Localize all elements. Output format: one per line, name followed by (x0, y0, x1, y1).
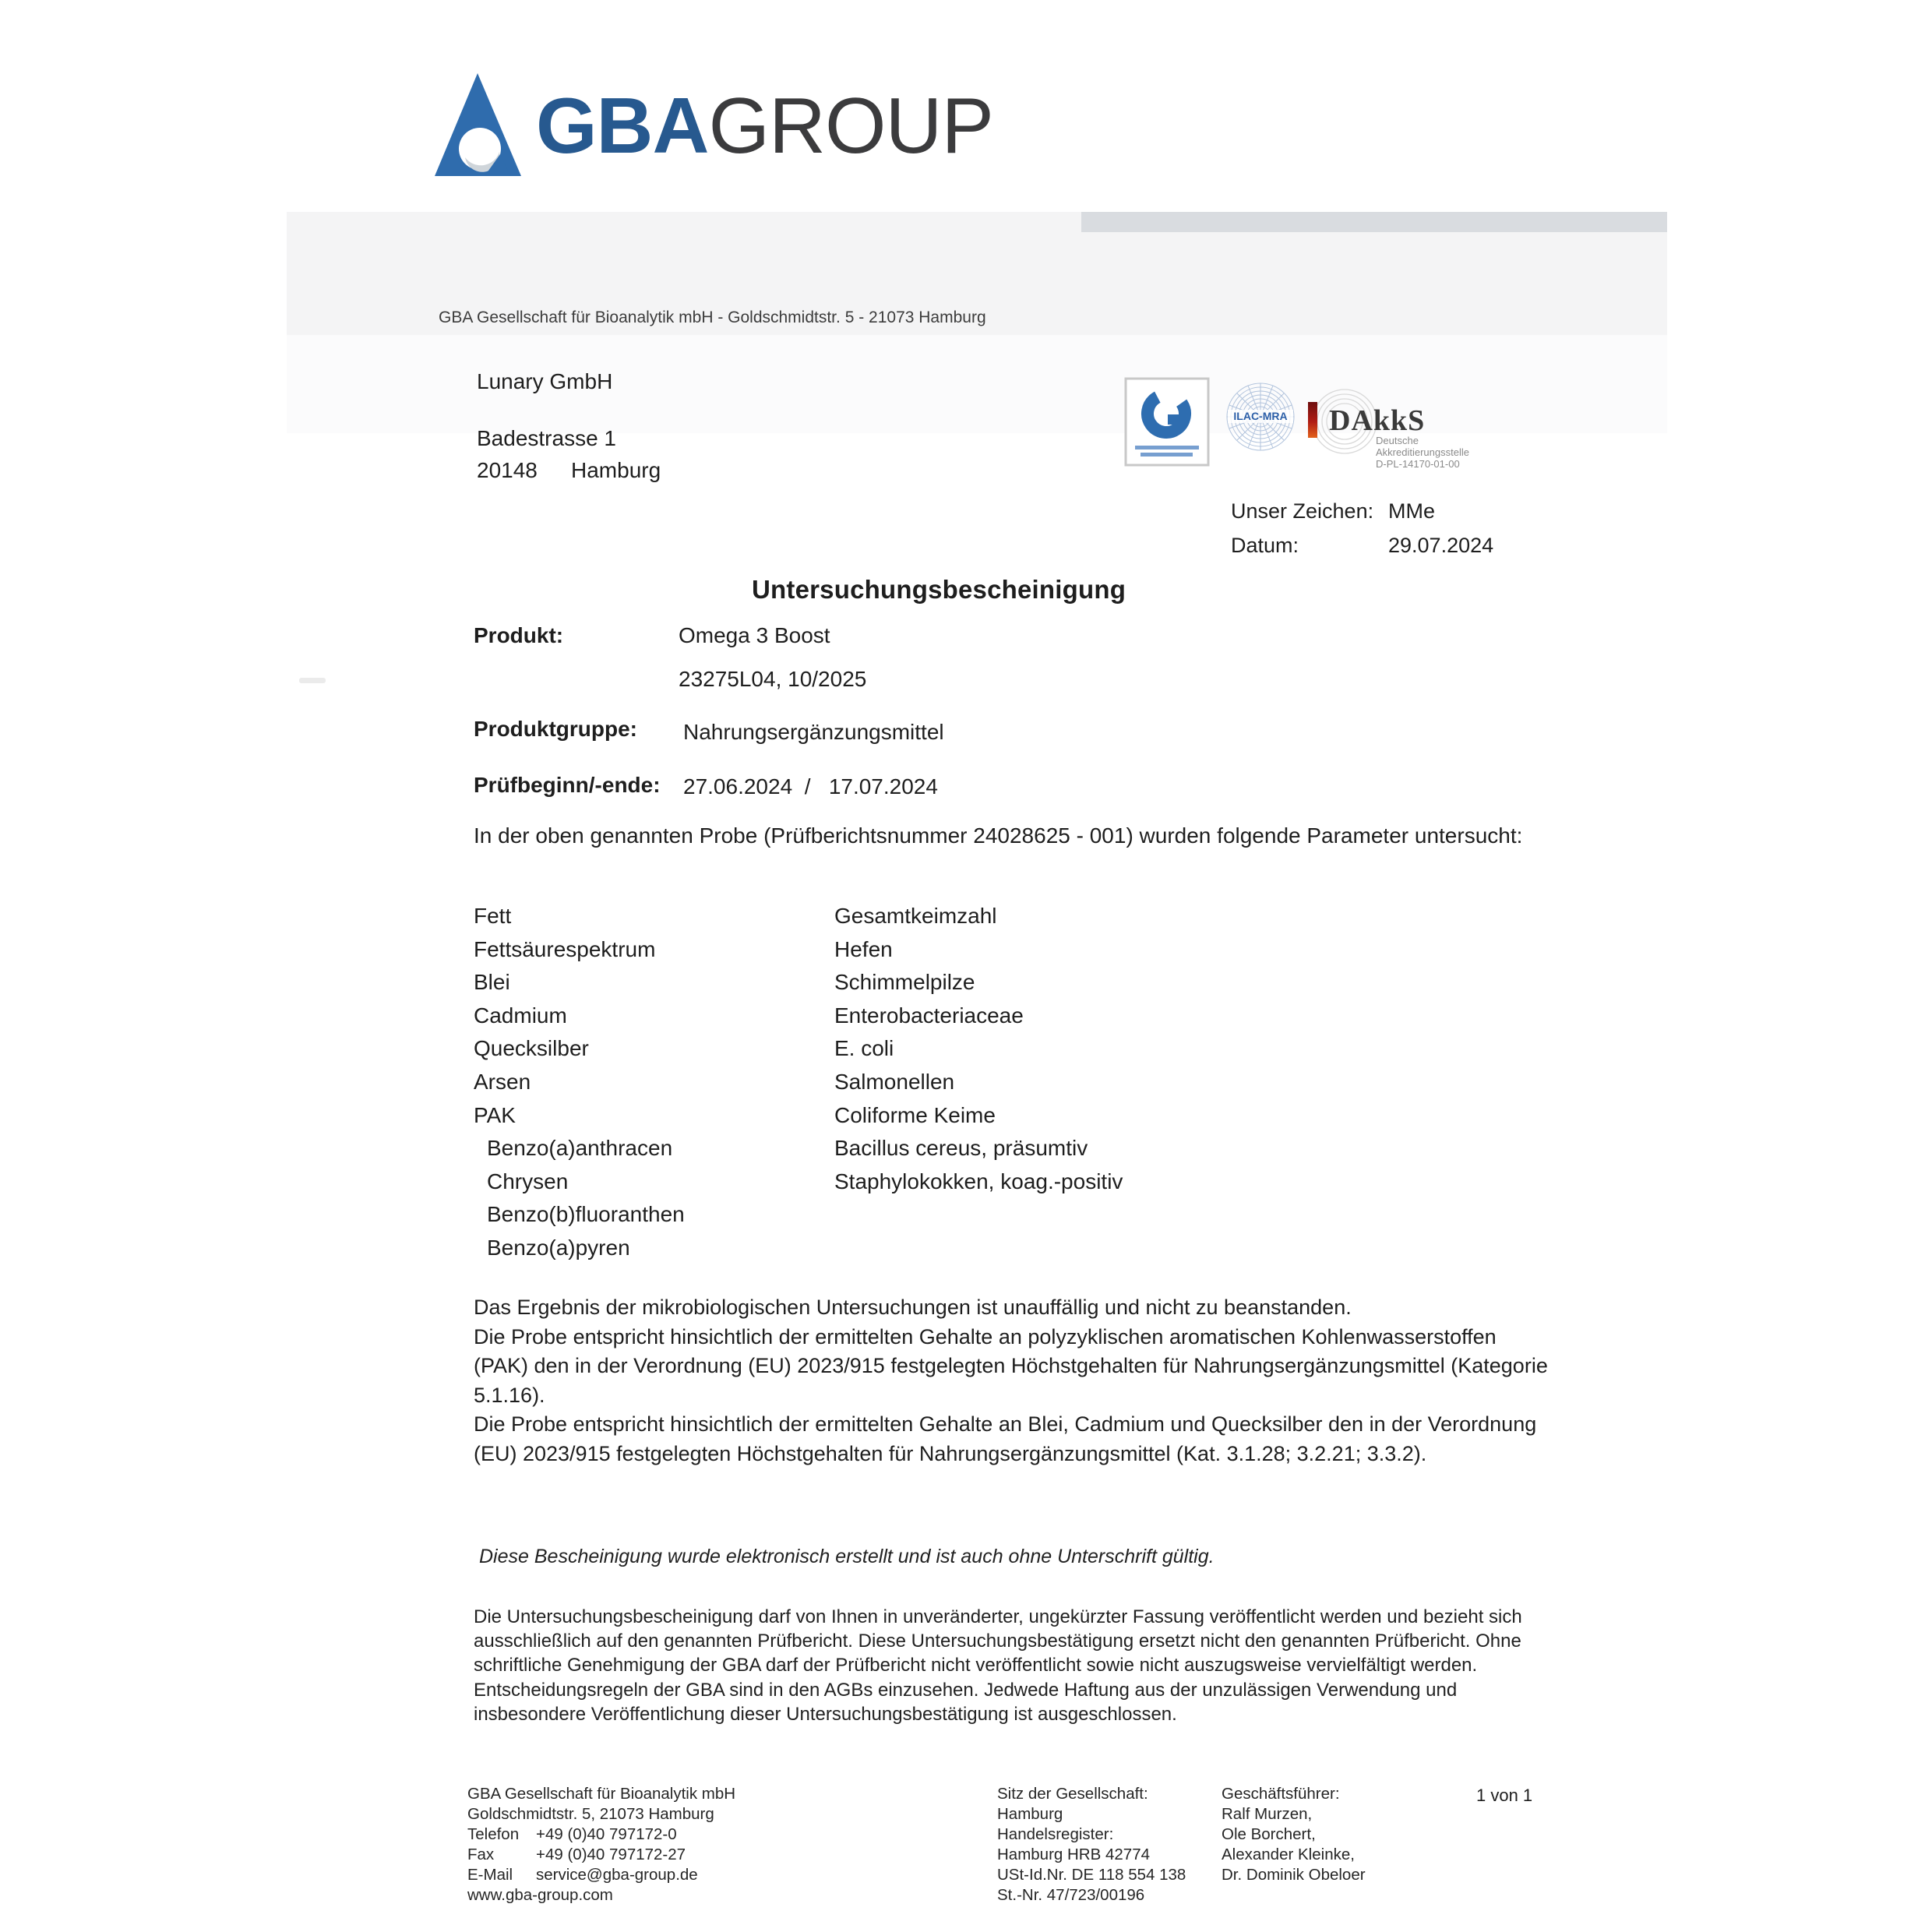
footer-email-value: service@gba-group.de (536, 1866, 698, 1884)
footer-management-line: Ole Borchert, (1222, 1825, 1316, 1843)
fold-mark (299, 678, 326, 683)
parameter-item: Arsen (474, 1069, 531, 1094)
logo-group-text: GROUP (708, 83, 993, 170)
footer-email-row (467, 1865, 904, 1885)
product-group-value: Nahrungsergänzungsmittel (683, 720, 944, 744)
parameter-item: Schimmelpilze (834, 970, 975, 995)
reference-label: Unser Zeichen: (1231, 499, 1374, 523)
footer-fax-row (467, 1845, 904, 1865)
ilac-mra-label: ILAC-MRA (1233, 410, 1288, 422)
logo-gba-text: GBA (536, 83, 709, 170)
parameter-item: Cadmium (474, 1003, 567, 1028)
parameter-list-right (834, 900, 1271, 1198)
recipient-name: Lunary GmbH (477, 369, 613, 393)
result-heavy-metals: Die Probe entspricht hinsichtlich der ermittelten Gehalte an Blei, Cadmium und Quecksilber den in der Verordnung (EU) 2023/915 festgelegten Höchstgehalten für Nahrungsergänzungsmittel (Kat. 3.1.28; 3.2.21; 3.3.2). (474, 1412, 1537, 1465)
recipient-street: Badestrasse 1 (477, 426, 616, 450)
footer-fax-value: +49 (0)40 797172-27 (536, 1846, 686, 1863)
footer-management-column (1222, 1784, 1424, 1885)
footer-registry-line: Handelsregister: (997, 1825, 1114, 1843)
dakks-sub2: Akkreditierungsstelle (1376, 446, 1469, 458)
footer-company-address: Goldschmidtstr. 5, 21073 Hamburg (467, 1805, 714, 1823)
parameter-item: Salmonellen (834, 1069, 955, 1094)
footer-phone-value: +49 (0)40 797172-0 (536, 1825, 677, 1843)
product-label: Produkt: (474, 623, 564, 647)
parameter-item: Benzo(a)anthracen (487, 1136, 673, 1161)
gba-quality-seal-icon (1124, 377, 1210, 467)
footer-website: www.gba-group.com (467, 1886, 613, 1904)
product-group-label: Produktgruppe: (474, 717, 637, 741)
footer-registry-line: Hamburg HRB 42774 (997, 1846, 1150, 1863)
results-section (474, 1293, 1553, 1468)
recipient-city: Hamburg (571, 458, 661, 482)
recipient-zip: 20148 (477, 458, 538, 482)
result-pak: Die Probe entspricht hinsichtlich der ermittelten Gehalte an polyzyklischen aromatischen Kohlenwasserstoffen (PAK) den in der Verordnung (EU) 2023/915 festgelegten Höchstgehalten für Nahrungsergänzungsmittel (Kategorie 5.1.16). (474, 1324, 1548, 1407)
footer-registry-line: St.-Nr. 47/723/00196 (997, 1886, 1145, 1904)
dakks-sub3: D-PL-14170-01-00 (1376, 458, 1460, 470)
product-value: Omega 3 Boost (679, 623, 830, 647)
logo-wordmark (536, 75, 993, 178)
parameter-item: Enterobacteriaceae (834, 1003, 1024, 1028)
footer-fax-label: Fax (467, 1846, 495, 1863)
date-label: Datum: (1231, 534, 1299, 557)
parameter-item: Benzo(b)fluoranthen (487, 1202, 685, 1227)
footer-management-line: Alexander Kleinke, (1222, 1846, 1355, 1863)
footer-phone-label: Telefon (467, 1825, 520, 1843)
disclaimer-paragraph: Die Untersuchungsbescheinigung darf von Ihnen in unveränderter, ungekürzter Fassung veröffentlicht werden und bezieht sich ausschließlich auf den genannten Prüfbericht. Diese Untersuchungsbestätigung ersetzt nicht den genannten Prüfbericht. Ohne schriftliche Genehmigung der GBA darf der Prüfbericht nicht veröffentlicht sowie nicht auszugsweise vervielfältigt werden. Entscheidungsregeln der GBA sind in den AGBs einzusehen. Jedwede Haftung aus der unzulässigen Verwendung und insbesondere Veröffentlichung dieser Untersuchungsbestätigung ist ausgeschlossen. (474, 1606, 1522, 1725)
ilac-mra-seal-icon (1225, 382, 1296, 452)
footer-email-label: E-Mail (467, 1866, 513, 1884)
parameter-item: Fett (474, 904, 512, 928)
intro-line: In der oben genannten Probe (Prüfberichtsnummer 24028625 - 001) wurden folgende Parameter untersucht: (474, 823, 1523, 848)
parameter-item: Coliforme Keime (834, 1102, 996, 1127)
footer-company-column (467, 1784, 904, 1906)
parameter-list-left (474, 900, 832, 1265)
parameter-item: Benzo(a)pyren (487, 1235, 630, 1260)
parameter-item: Bacillus cereus, präsumtiv (834, 1136, 1088, 1161)
footer-company-name: GBA Gesellschaft für Bioanalytik mbH (467, 1785, 736, 1803)
dakks-sub1: Deutsche (1376, 435, 1419, 446)
footer-phone-row (467, 1824, 904, 1845)
date-value: 29.07.2024 (1388, 534, 1494, 557)
result-microbiology: Das Ergebnis der mikrobiologischen Untersuchungen ist unauffällig und nicht zu beanstanden. (474, 1296, 1352, 1319)
gba-triangle-logo-icon (433, 72, 523, 178)
letterhead-dark-strip (1081, 212, 1667, 232)
electronic-validity-note: Diese Bescheinigung wurde elektronisch erstellt und ist auch ohne Unterschrift gültig. (479, 1546, 1215, 1567)
test-period-value: 27.06.2024 / 17.07.2024 (683, 774, 938, 799)
parameter-item: Hefen (834, 936, 893, 961)
footer-management-line: Geschäftsführer: (1222, 1785, 1340, 1803)
parameter-item: Gesamtkeimzahl (834, 904, 997, 928)
parameter-item: Fettsäurespektrum (474, 936, 656, 961)
footer-registry-line: Hamburg (997, 1805, 1063, 1823)
parameter-item: Staphylokokken, koag.-positiv (834, 1169, 1123, 1193)
parameter-item: PAK (474, 1102, 516, 1127)
dakks-title: DAkkS (1329, 404, 1426, 437)
product-lot: 23275L04, 10/2025 (679, 667, 867, 691)
parameter-item: Chrysen (487, 1169, 569, 1193)
dakks-seal-icon (1307, 388, 1529, 475)
footer-registry-column (997, 1784, 1208, 1906)
footer-registry-line: USt-Id.Nr. DE 118 554 138 (997, 1866, 1186, 1884)
page-title: Untersuchungsbescheinigung (752, 575, 1126, 604)
parameter-item: Blei (474, 970, 510, 995)
reference-value: MMe (1388, 499, 1435, 523)
parameter-item: Quecksilber (474, 1036, 589, 1061)
footer-registry-line: Sitz der Gesellschaft: (997, 1785, 1148, 1803)
footer-management-line: Ralf Murzen, (1222, 1805, 1313, 1823)
sender-line: GBA Gesellschaft für Bioanalytik mbH - Goldschmidtstr. 5 - 21073 Hamburg (439, 308, 986, 326)
footer-management-line: Dr. Dominik Obeloer (1222, 1866, 1366, 1884)
parameter-item: E. coli (834, 1036, 894, 1061)
test-period-label: Prüfbeginn/-ende: (474, 773, 661, 797)
page-number: 1 von 1 (1476, 1786, 1533, 1805)
